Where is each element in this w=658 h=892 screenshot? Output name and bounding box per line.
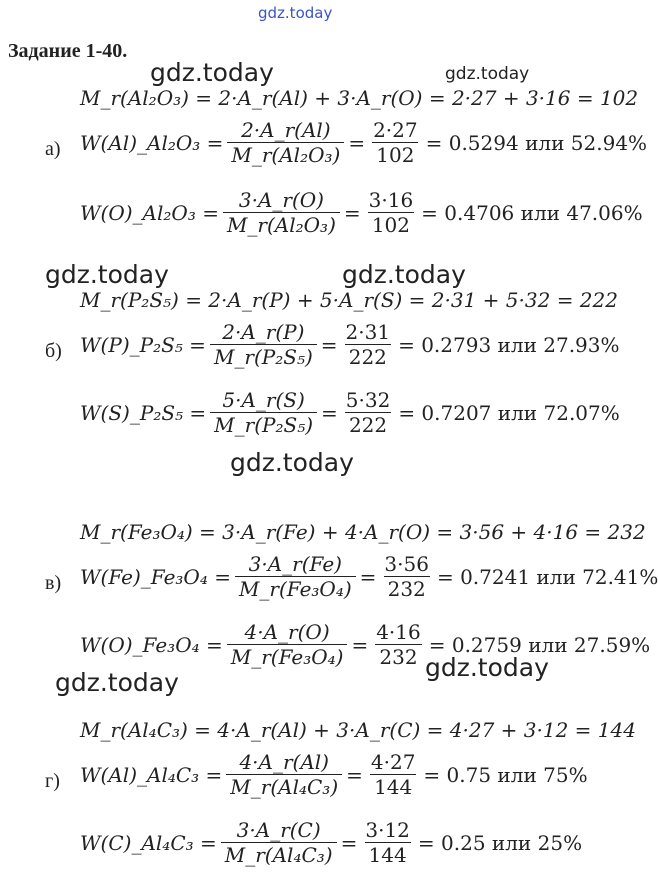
fraction-numerator: 3·56 bbox=[384, 552, 429, 576]
formula-fraction bbox=[235, 554, 356, 599]
fraction-denominator: 232 bbox=[384, 576, 430, 599]
fraction-numerator: 3·16 bbox=[368, 188, 414, 212]
part-label: а) bbox=[45, 138, 61, 160]
equals-sign: = bbox=[320, 332, 338, 357]
mass-fraction-equation bbox=[80, 820, 582, 865]
fraction-denominator: 232 bbox=[375, 644, 421, 667]
equals-sign: = bbox=[351, 632, 369, 657]
formula-fraction bbox=[227, 120, 344, 165]
fraction-left: W(Al)_Al₂O₃ = bbox=[80, 130, 224, 155]
fraction-numerator: 2·31 bbox=[345, 320, 391, 344]
fraction-numerator: 5·A_r(S) bbox=[222, 388, 305, 412]
fraction-denominator: M_r(P₂S₅) bbox=[210, 412, 317, 435]
fraction-numerator: 4·A_r(Al) bbox=[239, 750, 329, 774]
fraction-denominator: M_r(Al₂O₃) bbox=[223, 212, 340, 235]
fraction-left: W(P)_P₂S₅ = bbox=[80, 332, 206, 357]
fraction-numerator: 3·A_r(C) bbox=[236, 818, 321, 842]
equals-sign: = bbox=[340, 830, 358, 855]
watermark: gdz.today bbox=[55, 668, 179, 697]
mass-fraction-equation bbox=[80, 390, 620, 435]
fraction-left: W(O)_Fe₃O₄ = bbox=[80, 632, 223, 657]
formula-fraction bbox=[210, 322, 317, 367]
fraction-result: = 0.4706 или 47.06% bbox=[421, 200, 643, 225]
fraction-denominator: 222 bbox=[345, 344, 391, 367]
numeric-fraction bbox=[361, 820, 414, 865]
numeric-fraction bbox=[380, 554, 433, 599]
watermark: gdz.today bbox=[425, 653, 549, 682]
fraction-denominator: M_r(Al₄C₃) bbox=[221, 842, 337, 865]
watermark-top: gdz.today bbox=[258, 4, 333, 22]
fraction-denominator: M_r(Al₂O₃) bbox=[227, 142, 344, 165]
fraction-numerator: 3·A_r(Fe) bbox=[248, 552, 342, 576]
mass-fraction-equation bbox=[80, 554, 658, 599]
fraction-numerator: 2·A_r(Al) bbox=[241, 118, 331, 142]
fraction-denominator: M_r(Fe₃O₄) bbox=[235, 576, 356, 599]
formula-fraction bbox=[210, 390, 317, 435]
fraction-denominator: 144 bbox=[365, 842, 411, 865]
fraction-result: = 0.7241 или 72.41% bbox=[436, 564, 658, 589]
mass-fraction-equation bbox=[80, 322, 620, 367]
watermark: gdz.today bbox=[342, 260, 466, 289]
watermark: gdz.today bbox=[150, 58, 274, 87]
numeric-fraction bbox=[342, 390, 395, 435]
fraction-left: W(Fe)_Fe₃O₄ = bbox=[80, 564, 231, 589]
fraction-left: W(C)_Al₄C₃ = bbox=[80, 830, 217, 855]
fraction-denominator: 144 bbox=[370, 774, 416, 797]
fraction-numerator: 2·27 bbox=[373, 118, 418, 142]
fraction-numerator: 2·A_r(P) bbox=[222, 320, 305, 344]
molar-mass-equation: M_r(Fe₃O₄) = 3·A_r(Fe) + 4·A_r(O) = 3·56 + 4·16 = 232 bbox=[80, 520, 646, 544]
fraction-numerator: 3·A_r(O) bbox=[238, 188, 324, 212]
equals-sign: = bbox=[359, 564, 377, 589]
watermark: gdz.today bbox=[45, 260, 169, 289]
fraction-denominator: M_r(Al₄C₃) bbox=[226, 774, 342, 797]
fraction-numerator: 4·27 bbox=[370, 750, 416, 774]
equals-sign: = bbox=[321, 400, 338, 425]
fraction-left: W(O)_Al₂O₃ = bbox=[80, 200, 219, 225]
fraction-result: = 0.75 или 75% bbox=[423, 762, 588, 787]
fraction-left: W(Al)_Al₄C₃ = bbox=[80, 762, 223, 787]
fraction-result: = 0.7207 или 72.07% bbox=[398, 400, 620, 425]
equals-sign: = bbox=[348, 130, 366, 155]
fraction-numerator: 5·32 bbox=[345, 388, 391, 412]
fraction-result: = 0.2793 или 27.93% bbox=[398, 332, 620, 357]
fraction-numerator: 4·A_r(O) bbox=[244, 620, 330, 644]
formula-fraction bbox=[223, 190, 340, 235]
equals-sign: = bbox=[346, 762, 363, 787]
molar-mass-equation: M_r(P₂S₅) = 2·A_r(P) + 5·A_r(S) = 2·31 + 5·32 = 222 bbox=[80, 288, 618, 312]
fraction-numerator: 3·12 bbox=[365, 818, 410, 842]
task-title: Задание 1-40. bbox=[8, 40, 128, 62]
mass-fraction-equation bbox=[80, 752, 588, 797]
fraction-result: = 0.25 или 25% bbox=[417, 830, 583, 855]
part-label: в) bbox=[45, 572, 62, 594]
watermark: gdz.today bbox=[445, 64, 530, 84]
fraction-denominator: 102 bbox=[372, 142, 418, 165]
fraction-denominator: 102 bbox=[368, 212, 414, 235]
fraction-result: = 0.5294 или 52.94% bbox=[425, 130, 648, 155]
mass-fraction-equation bbox=[80, 190, 643, 235]
numeric-fraction bbox=[372, 622, 425, 667]
fraction-numerator: 4·16 bbox=[376, 620, 421, 644]
fraction-left: W(S)_P₂S₅ = bbox=[80, 400, 207, 425]
part-label: б) bbox=[45, 340, 62, 362]
molar-mass-equation: M_r(Al₄C₃) = 4·A_r(Al) + 3·A_r(C) = 4·27 + 3·12 = 144 bbox=[80, 718, 636, 742]
numeric-fraction bbox=[365, 190, 418, 235]
molar-mass-equation: M_r(Al₂O₃) = 2·A_r(Al) + 3·A_r(O) = 2·27 + 3·16 = 102 bbox=[80, 86, 639, 110]
fraction-result: = 0.2759 или 27.59% bbox=[428, 632, 651, 657]
formula-fraction bbox=[221, 820, 337, 865]
mass-fraction-equation bbox=[80, 120, 647, 165]
fraction-denominator: 222 bbox=[345, 412, 391, 435]
formula-fraction bbox=[226, 752, 342, 797]
fraction-denominator: M_r(Fe₃O₄) bbox=[227, 644, 348, 667]
numeric-fraction bbox=[367, 752, 420, 797]
mass-fraction-equation bbox=[80, 622, 650, 667]
equals-sign: = bbox=[343, 200, 361, 225]
part-label: г) bbox=[45, 770, 60, 792]
formula-fraction bbox=[227, 622, 348, 667]
watermark: gdz.today bbox=[230, 448, 354, 477]
numeric-fraction bbox=[342, 322, 395, 367]
fraction-denominator: M_r(P₂S₅) bbox=[210, 344, 317, 367]
numeric-fraction bbox=[369, 120, 422, 165]
